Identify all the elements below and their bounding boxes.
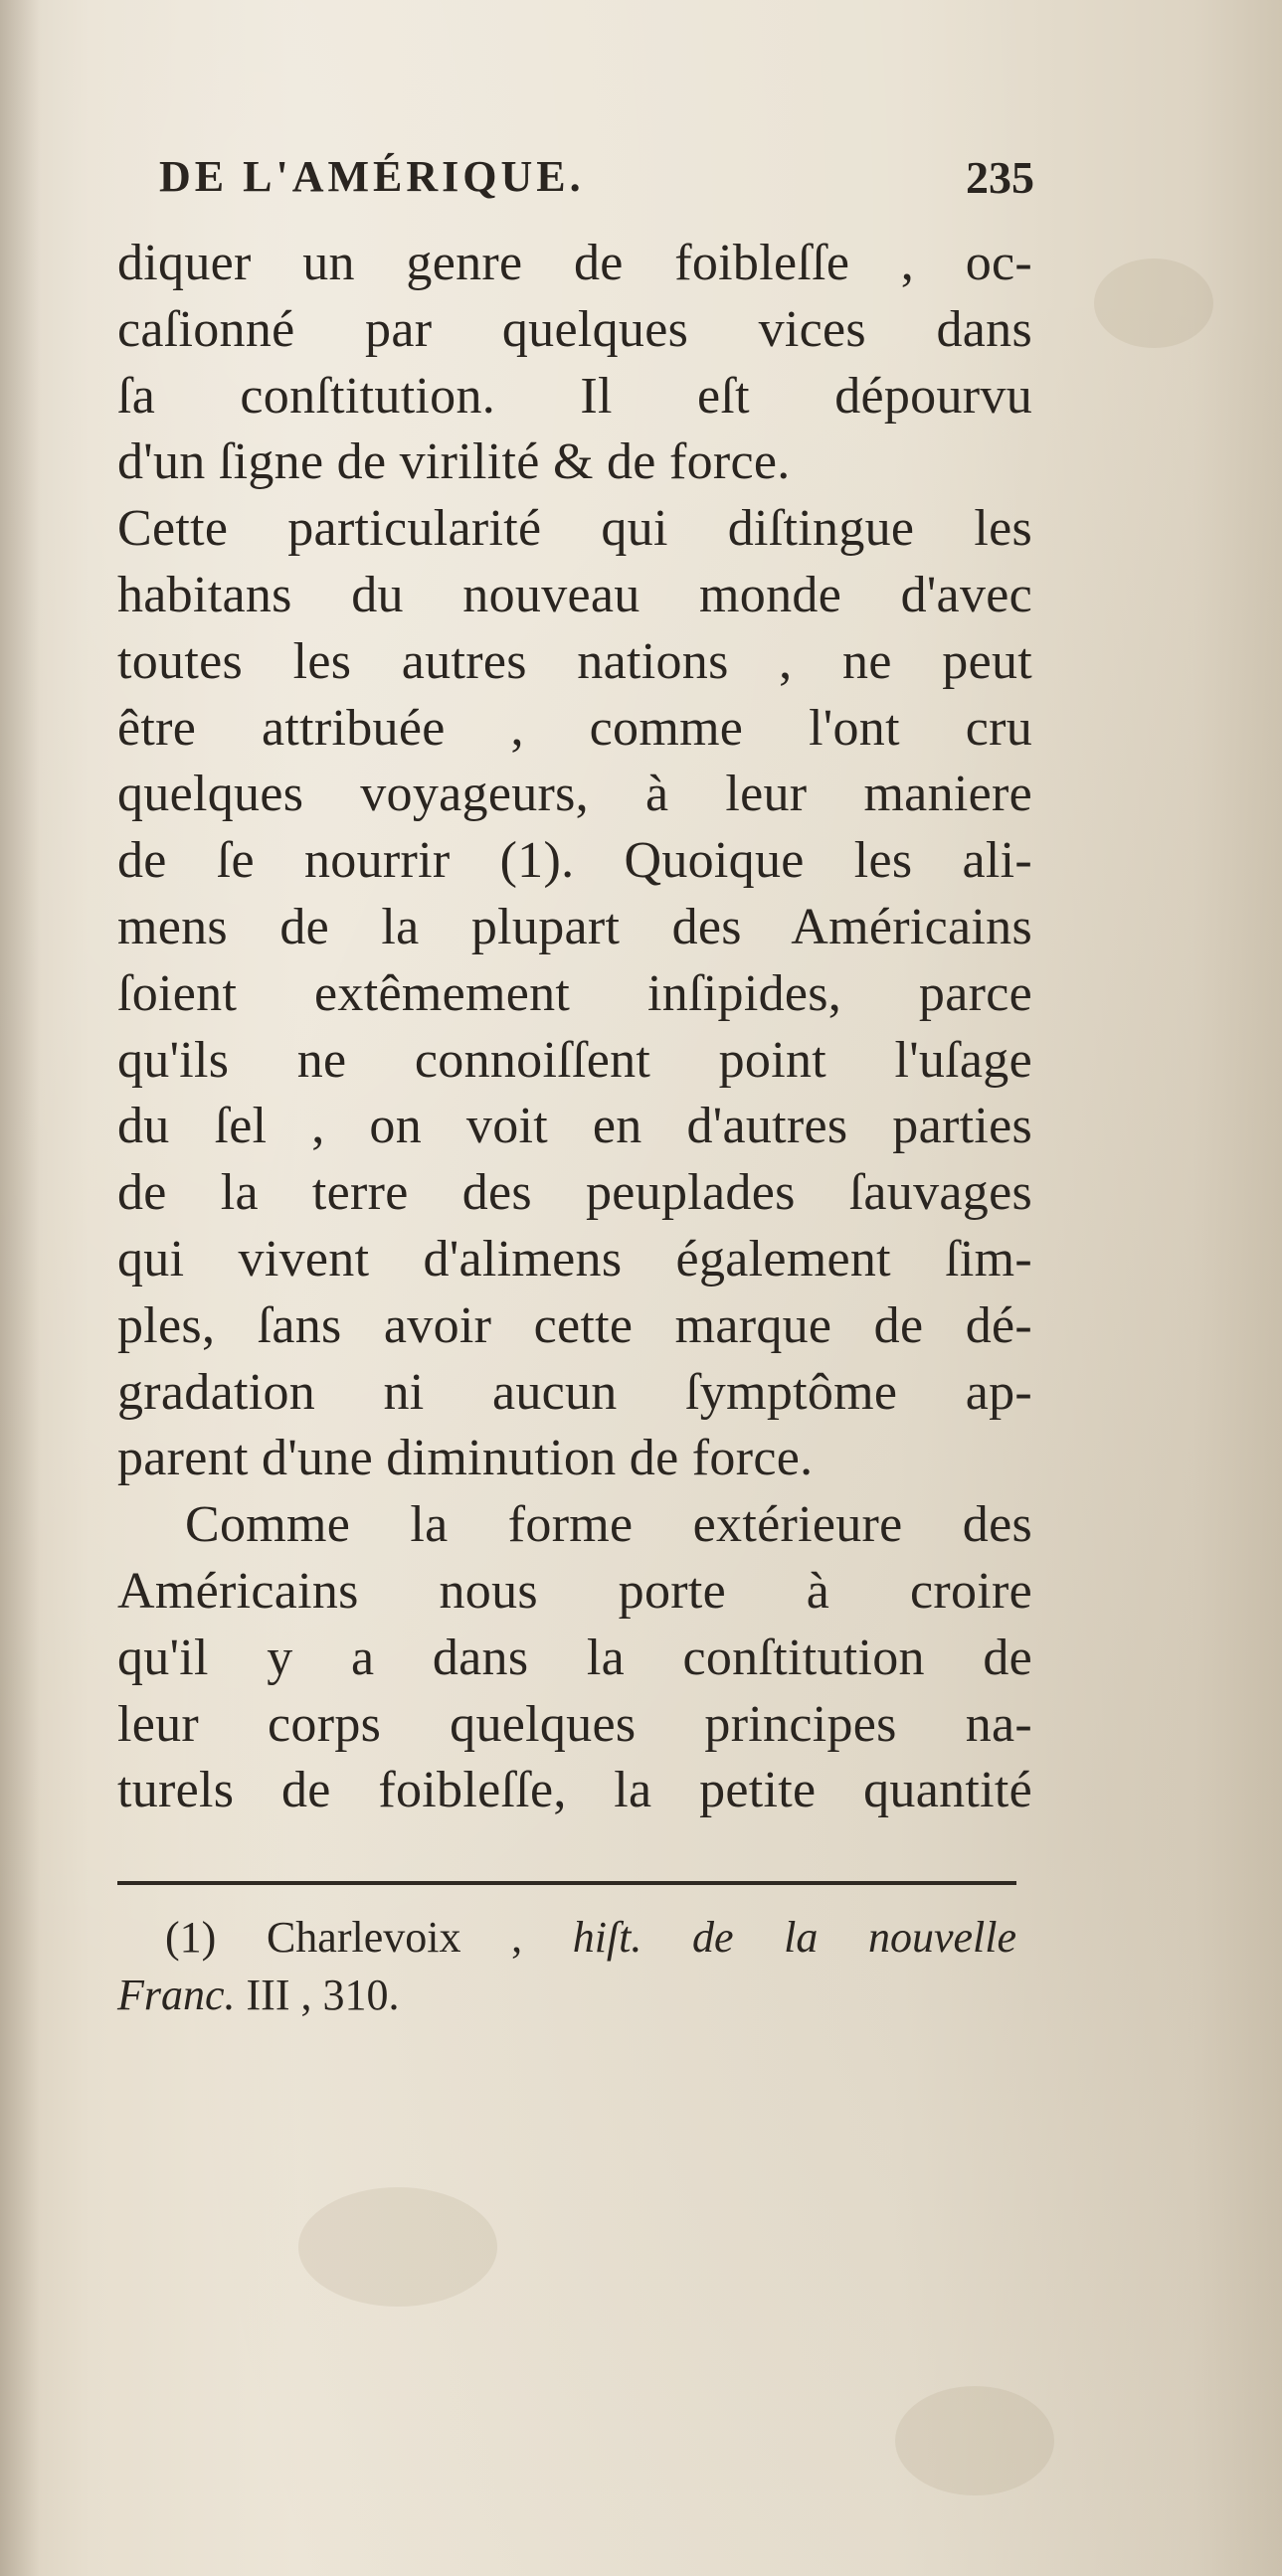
text-line: mens de la plupart des Américains — [117, 898, 1032, 955]
page-header — [159, 151, 1034, 211]
footnote — [117, 1909, 1032, 2024]
text-line: gradation ni aucun ſymptôme ap- — [117, 1363, 1032, 1421]
text-line: ſoient extêmement inſipides, parce — [117, 964, 1032, 1022]
text-line: qu'il y a dans la conſtitution de — [117, 1629, 1032, 1686]
paper-stain — [298, 2187, 497, 2307]
footnote-title: hiſt. de la nouvelle — [572, 1913, 1017, 1962]
running-head: DE L'AMÉRIQUE. — [159, 152, 585, 201]
text-line: turels de foibleſſe, la petite quantité — [117, 1762, 1032, 1819]
main-text — [117, 231, 1032, 1824]
text-line: d'un ſigne de virilité & de force. — [117, 433, 791, 491]
footnote-author: Charlevoix , — [266, 1913, 523, 1962]
text-line: diquer un genre de foibleſſe , oc- — [117, 235, 1032, 291]
text-line: habitans du nouveau monde d'avec — [117, 566, 1032, 623]
footnote-work: Franc. — [117, 1971, 236, 2019]
text-line: être attribuée , comme l'ont cru — [117, 699, 1032, 757]
text-line: du ſel , on voit en d'autres parties — [117, 1098, 1032, 1155]
footnote-line — [117, 1909, 1016, 1967]
text-line: leur corps quelques principes na- — [117, 1695, 1032, 1753]
text-line: Américains nous porte à croire — [117, 1562, 1032, 1620]
text-line: qu'ils ne connoiſſent point l'uſage — [117, 1031, 1032, 1089]
text-line: parent d'une diminution de force. — [117, 1430, 814, 1487]
footnote-line — [117, 1967, 1032, 2024]
text-line: caſionné par quelques vices dans — [117, 300, 1032, 358]
paper-stain — [1094, 258, 1213, 348]
text-line: ſa conſtitution. Il eſt dépourvu — [117, 367, 1032, 425]
text-line: de ſe nourrir (1). Quoique les ali- — [117, 832, 1032, 890]
footnote-reference: III , 310. — [246, 1971, 400, 2019]
text-line: quelques voyageurs, à leur maniere — [117, 766, 1032, 823]
text-line: qui vivent d'alimens également ſim- — [117, 1230, 1032, 1288]
text-line: toutes les autres nations , ne peut — [117, 632, 1032, 690]
text-line: de la terre des peuplades ſauvages — [117, 1164, 1032, 1222]
text-line: ples, ſans avoir cette marque de dé- — [117, 1296, 1032, 1354]
footnote-rule — [117, 1881, 1016, 1885]
text-line: Comme la forme extérieure des — [185, 1496, 1032, 1554]
page-number: 235 — [966, 152, 1034, 203]
gutter-shadow — [0, 0, 40, 2576]
footnote-marker: (1) — [165, 1913, 217, 1962]
paper-stain — [895, 2386, 1054, 2495]
text-line: Cette particularité qui diſtingue les — [117, 500, 1032, 558]
